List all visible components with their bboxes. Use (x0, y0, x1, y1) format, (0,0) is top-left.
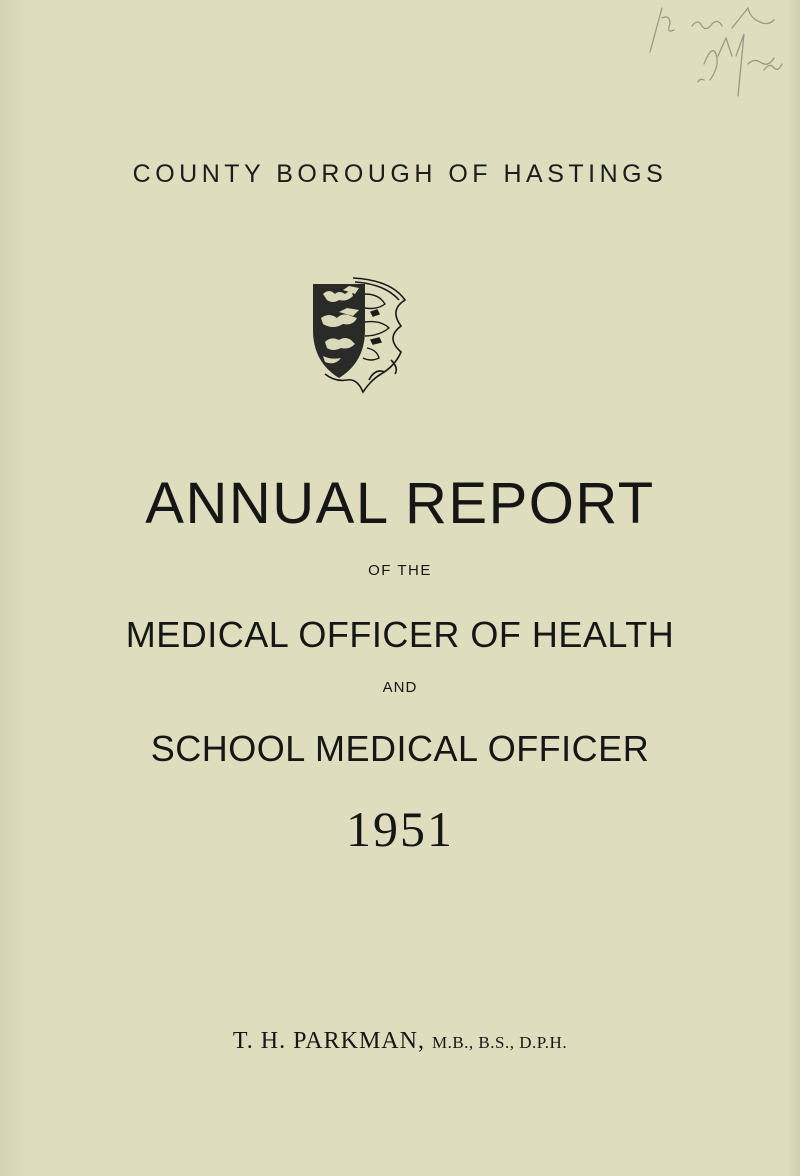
borough-crest-icon (305, 270, 415, 395)
author-line (0, 1028, 800, 1055)
report-title: ANNUAL REPORT (145, 471, 655, 536)
report-year: 1951 (346, 801, 454, 857)
county-borough-heading: COUNTY BOROUGH OF HASTINGS (132, 160, 668, 188)
and-subheading: AND (382, 679, 418, 696)
author-name: T. H. PARKMAN, (232, 1028, 425, 1054)
school-medical-officer-heading: SCHOOL MEDICAL OFFICER (150, 728, 650, 769)
author-qualifications: M.B., B.S., D.P.H. (431, 1033, 568, 1052)
medical-officer-of-health-heading: MEDICAL OFFICER OF HEALTH (125, 614, 675, 655)
pencil-annotation-icon (640, 4, 790, 114)
of-the-subheading: OF THE (368, 562, 432, 579)
